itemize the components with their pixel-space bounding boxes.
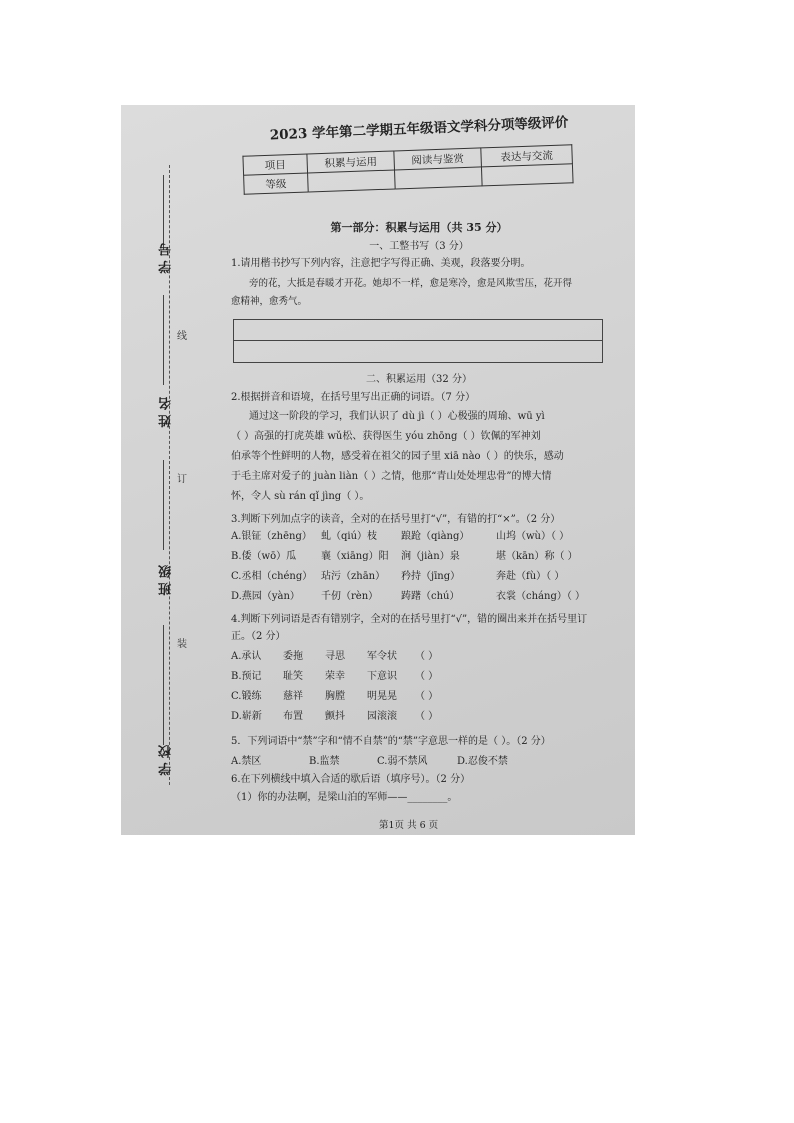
binding-mark-line: 线 [177, 331, 187, 342]
q3-row-b: B.倭（wō）瓜 襄（xiāng）阳 涧（jiàn）泉 堪（kān）称（ ） [231, 551, 578, 562]
grade-table-cell: 项目 [243, 154, 308, 175]
binding-mark-zhuang: 装 [177, 639, 187, 650]
grade-table-cell: 表达与交流 [481, 145, 573, 167]
q3-row-c: C.丞相（chéng） 玷污（zhān） 矜持（jīng） 奔赴（fù）（ ） [231, 571, 565, 582]
grade-table [242, 144, 573, 194]
q6-prompt: 6.在下列横线中填入合适的歇后语（填序号）。（2 分） [231, 774, 471, 785]
grade-entry-cell[interactable] [308, 170, 396, 192]
q4-row-c: C.锻练 慈祥 胸膛 明晃晃 （ ） [231, 691, 439, 702]
grade-table-cell: 阅读与鉴赏 [394, 148, 482, 170]
school-label: 学 校 [159, 745, 174, 776]
school-blank [163, 625, 165, 745]
q1-text-line1: 旁的花，大抵是春暖才开花。她却不一样，愈是寒冷，愈是风欺雪压，花开得 [249, 278, 573, 289]
q6-item1: （1）你的办法啊，是梁山泊的军师——________。 [231, 792, 458, 803]
q4-row-d: D.崭新 布置 颤抖 园滚滚 （ ） [231, 711, 439, 722]
q3-row-d: D.燕园（yàn） 千仞（rèn） 踌躇（chú） 衣裳（cháng）（ ） [231, 591, 586, 602]
q3-prompt: 3.判断下列加点字的读音，全对的在括号里打“√”，有错的打“×”。（2 分） [231, 514, 561, 525]
page-footer: 第1页 共 6 页 [379, 820, 439, 831]
q4-prompt-line1: 4.判断下列词语是否有错别字，全对的在括号里打“√”，错的圈出来并在括号里订 [231, 614, 588, 625]
student-id-blank [163, 175, 165, 250]
part1-heading: 第一部分：积累与运用（共 35 分） [330, 221, 508, 234]
q1-writing-box[interactable] [233, 319, 603, 363]
q2-line: 于毛主席对爱子的 juàn liàn（ ）之情，他那“青山处处埋忠骨”的博大情 [231, 471, 552, 482]
q4-prompt-line2: 正。（2 分） [231, 631, 286, 642]
q1-text-line2: 愈精神，愈秀气。 [231, 296, 308, 307]
q1-prompt: 1.请用楷书抄写下列内容，注意把字写得正确、美观，段落要分明。 [231, 258, 531, 269]
q4-row-b: B.预记 耻笑 荣幸 下意识 （ ） [231, 671, 439, 682]
q2-line: 怀，令人 sù rán qǐ jìng（ ）。 [231, 491, 370, 502]
grade-table-cell: 积累与运用 [307, 151, 395, 173]
section2-heading: 二、积累运用（32 分） [366, 374, 472, 385]
binding-mark-ding: 订 [177, 474, 187, 485]
section1-heading: 一、工整书写（3 分） [369, 241, 469, 252]
q4-row-a: A.承认 委拖 寻思 军令状 （ ） [231, 651, 439, 662]
q5-prompt: 5．下列词语中“禁”字和“情不自禁”的“禁”字意思一样的是（ ）。（2 分） [231, 736, 551, 747]
class-blank [163, 460, 165, 550]
q3-row-a: A.银钲（zhēng） 虬（qiú）枝 踉跄（qiàng） 山坞（wù）（ ） [231, 531, 570, 542]
q2-line: 伯承等个性鲜明的人物，感受着在祖父的园子里 xiā nào（ ）的快乐，感动 [231, 451, 564, 462]
class-label: 班 级 [159, 565, 174, 596]
grade-entry-cell[interactable] [481, 164, 573, 186]
q5-options: A.禁区 B.监禁 C.弱不禁风 D.忍俊不禁 [231, 756, 508, 767]
q2-line: （ ）高强的打虎英雄 wǔ松、获得医生 yóu zhōng（ ）钦佩的军神刘 [231, 431, 541, 442]
grade-entry-cell[interactable] [395, 167, 483, 189]
exam-paper [229, 105, 635, 835]
grade-table-cell: 等级 [244, 173, 309, 194]
q2-prompt: 2.根据拼音和语境，在括号里写出正确的词语。（7 分） [231, 392, 476, 403]
exam-title: 2023 学年第二学期五年级语文学科分项等级评价 [269, 114, 569, 144]
q2-line: 通过这一阶段的学习，我们认识了 dù jì（ ）心极强的周瑜、wū yì [249, 411, 545, 422]
name-blank [163, 295, 165, 385]
name-label: 姓 名 [159, 397, 174, 428]
exam-photo [121, 105, 635, 835]
student-id-label: 学 号 [159, 243, 174, 274]
